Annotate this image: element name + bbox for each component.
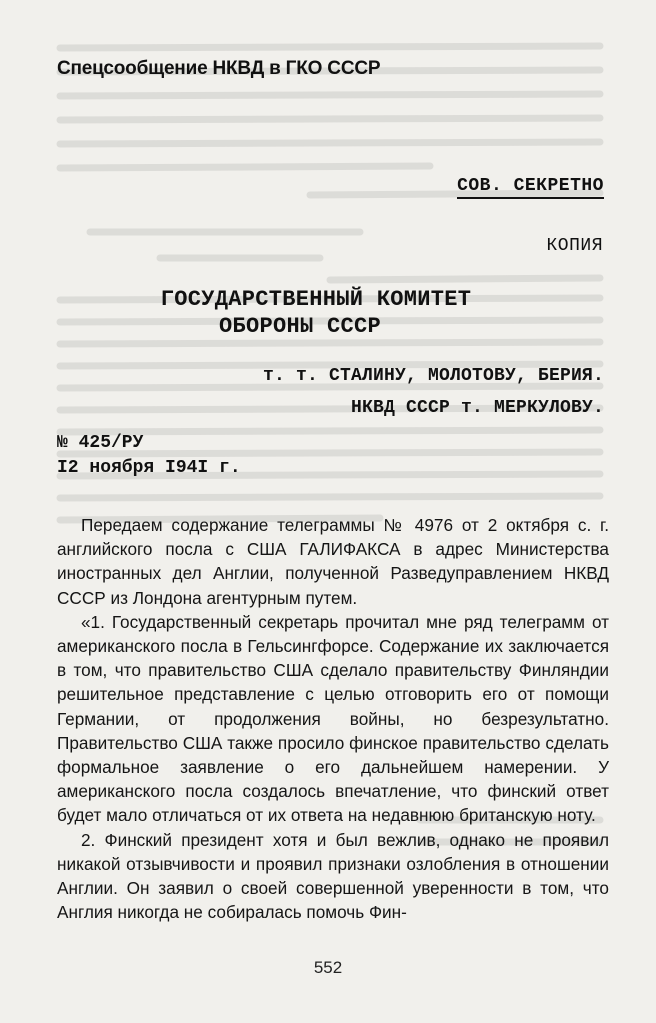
paragraph-1: Передаем содержание телеграммы № 4976 от 2 октября с. г. английского посла с США ГАЛИФАКСА в адрес Министерства иностранных дел Англии, полученной Разведуправлением НКВД СССР из Лондона агентурным путем. bbox=[57, 515, 609, 608]
classification-stamp: СОВ. СЕКРЕТНО bbox=[457, 176, 604, 199]
body-text bbox=[57, 513, 609, 924]
document-number: № 425/РУ bbox=[57, 433, 144, 453]
document-date: I2 ноября I94I г. bbox=[57, 458, 241, 478]
page-header-title: Спецсообщение НКВД в ГКО СССР bbox=[57, 58, 381, 79]
recipient-org-line2: ОБОРОНЫ СССР bbox=[218, 314, 382, 339]
recipient-org-line1: ГОСУДАРСТВЕННЫЙ КОМИТЕТ bbox=[160, 287, 472, 312]
copy-label: КОПИЯ bbox=[546, 236, 603, 256]
paragraph-2: «1. Государственный секретарь прочитал мне ряд телеграмм от американского посла в Гельсингфорсе. Содержание их заключается в том, что правительство США сделало правительству Финляндии решительное представление с целью отговорить его от помощи Германии, от продолжения войны, но безрезультатно. Правительство США также просило финское правительство сделать формальное заявление о его дальнейшем намерении. У американского посла создалось впечатление, что финский ответ будет мало отличаться от их ответа на недавнюю британскую ноту. bbox=[57, 611, 609, 826]
paragraph-3: 2. Финский президент хотя и был вежлив, однако не проявил никакой отзывчивости и проявил признаки озлобления в отношении Англии. Он заявил о своей совершенной уверенности в том, что Англия никогда не собиралась помочь Фин- bbox=[57, 829, 609, 923]
addressee-line1: т. т. СТАЛИНУ, МОЛОТОВУ, БЕРИЯ. bbox=[262, 366, 604, 386]
page-number: 552 bbox=[313, 958, 343, 977]
addressee-line2: НКВД СССР т. МЕРКУЛОВУ. bbox=[350, 398, 604, 418]
